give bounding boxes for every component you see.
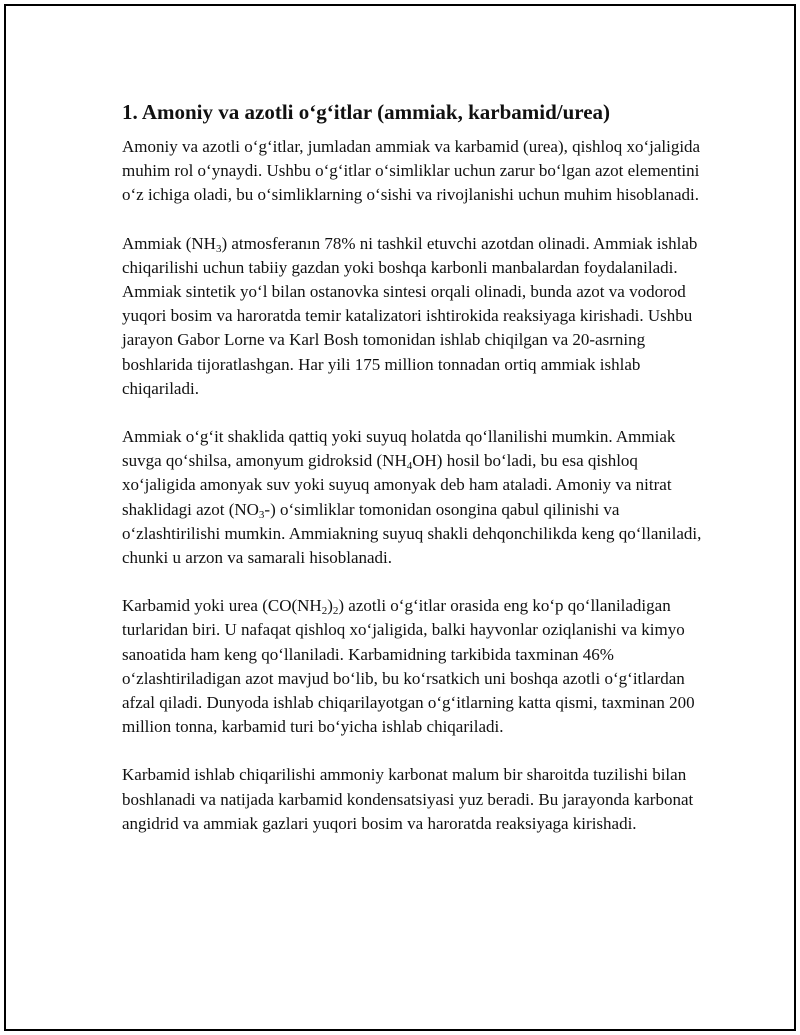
text-run: Ammiak o‘g‘it shaklida qattiq yoki suyuq holatda qo‘llanilishi mumkin. Ammiak suvga qo‘shilsa, amonyum gidroksid (NH [122, 427, 676, 471]
section-heading: 1. Amoniy va azotli o‘g‘itlar (ammiak, karbamid/urea) [122, 100, 611, 124]
text-run: ) atmosferanın 78% ni tashkil etuvchi azotdan olinadi. Ammiak ishlab chiqarilishi uchun tabiiy gazdan yoki boshqa karbonli manbalardan foydalaniladi. Ammiak sintetik yo‘l bilan ostanovka sintesi orqali olinadi, bunda azot va vodorod yuqori bosim va haroratda temir katalizatori ishtirokida reaksiyaga kirishadi. Ushbu jarayon Gabor Lorne va Karl Bosh tomonidan ishlab chiqilgan va 20-asrning boshlarida tijoratlashgan. Har yili 175 million tonnadan ortiq ammiak ishlab chiqariladi. [122, 233, 698, 398]
paragraph-ammonia-fertilizer [122, 425, 702, 570]
paragraph-urea-production: Karbamid ishlab chiqarilishi ammoniy karbonat malum bir sharoitda tuzilishi bilan boshlanadi va natijada karbamid kondensatsiyasi yuz beradi. Bu jarayonda karbonat angidrid va ammiak gazlari yuqori bosim va haroratda reaksiyaga kirishadi. [122, 765, 694, 833]
document-body [122, 99, 702, 860]
subscript: 3 [215, 242, 222, 255]
text-run: Karbamid yoki urea (CO(NH [122, 596, 322, 616]
text-run: ) [327, 596, 333, 616]
page-frame [4, 4, 796, 1031]
text-run: ) azotli o‘g‘itlar orasida eng ko‘p qo‘llaniladigan turlaridan biri. U nafaqat qishloq xo‘jaligida, balki hayvonlar oziqlanishi va kimyo sanoatida ham keng qo‘llaniladi. Karbamidning tarkibida taxminan 46% o‘zlashtiriladigan azot mavjud bo‘lib, bu ko‘rsatkich uni boshqa azotli o‘g‘itlardan afzal qiladi. Dunyoda ishlab chiqarilayotgan o‘g‘itlarning katta qismi, taxminan 200 million tonna, karbamid turi bo‘yicha ishlab chiqariladi. [122, 596, 695, 737]
text-run: OH) hosil bo‘ladi, bu esa qishloq xo‘jaligida amonyak suv yoki suyuq amonyak deb ham ataladi. Amoniy va nitrat shaklidagi azot (NO [122, 451, 672, 519]
paragraph-urea [122, 594, 702, 739]
subscript: 3 [258, 508, 265, 521]
paragraph-ammonia [122, 232, 702, 401]
subscript: 4 [406, 460, 413, 473]
text-run: -) o‘simliklar tomonidan osongina qabul qilinishi va o‘zlashtirilishi mumkin. Ammiakning suyuq shakli dehqonchilikda keng qo‘llaniladi, chunki u arzon va samarali hisoblanadi. [122, 499, 702, 568]
subscript: 2 [332, 605, 339, 618]
paragraph-intro: Amoniy va azotli o‘g‘itlar, jumladan ammiak va karbamid (urea), qishloq xo‘jaligida muhim rol o‘ynaydi. Ushbu o‘g‘itlar o‘simliklar uchun zarur bo‘lgan azot elementini o‘z ichiga oladi, bu o‘simliklarning o‘sishi va rivojlanishi uchun muhim hisoblanadi. [122, 137, 701, 205]
subscript: 2 [321, 605, 328, 618]
text-run: Ammiak (NH [122, 233, 216, 253]
